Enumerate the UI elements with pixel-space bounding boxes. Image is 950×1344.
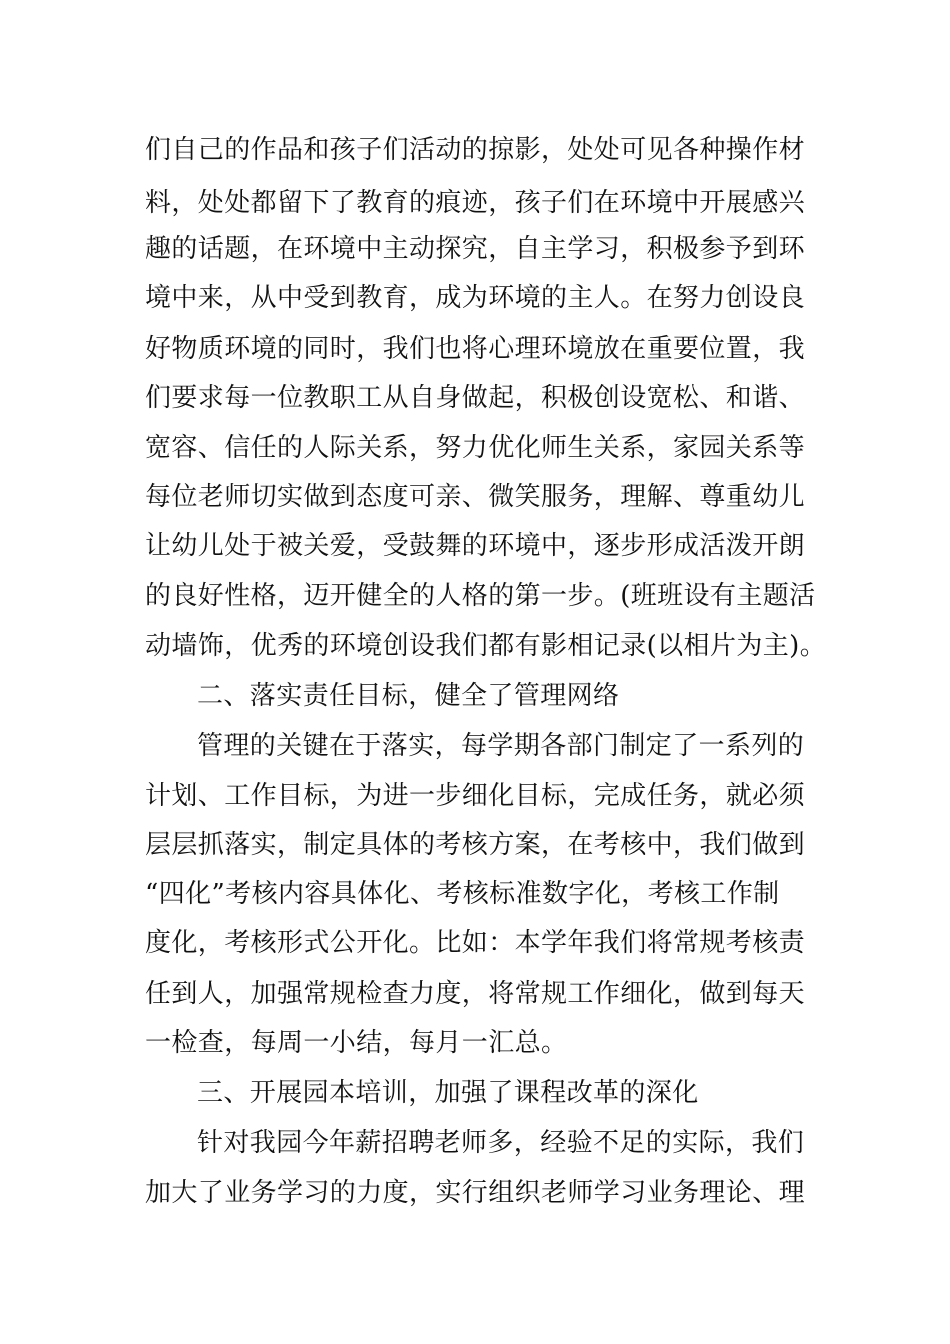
text-line-7: 宽容、信任的人际关系，努力优化师生关系，家园关系等: [145, 433, 806, 463]
text-line-8: 每位老师切实做到态度可亲、微笑服务，理解、尊重幼儿: [145, 482, 806, 512]
text-line-3: 趣的话题，在环境中主动探究，自主学习，积极参予到环: [145, 234, 806, 264]
text-line-15: 层层抓落实，制定具体的考核方案，在考核中，我们做到: [145, 830, 806, 860]
text-line-4: 境中来，从中受到教育，成为环境的主人。在努力创设良: [145, 283, 806, 313]
section-heading-2: 二、落实责任目标，健全了管理网络: [197, 681, 620, 711]
text-line-2: 料，处处都留下了教育的痕迹，孩子们在环境中开展感兴: [145, 188, 806, 218]
section-heading-3: 三、开展园本培训，加强了课程改革的深化: [197, 1078, 699, 1108]
text-line-9: 让幼儿处于被关爱，受鼓舞的环境中，逐步形成活泼开朗: [145, 531, 806, 561]
text-line-18: 任到人，加强常规检查力度，将常规工作细化，做到每天: [145, 979, 806, 1009]
text-line-21: 针对我园今年薪招聘老师多，经验不足的实际，我们: [197, 1128, 805, 1158]
text-line-19: 一检查，每周一小结，每月一汇总。: [145, 1028, 568, 1058]
text-line-6: 们要求每一位教职工从自身做起，积极创设宽松、和谐、: [145, 383, 806, 413]
text-line-14: 计划、工作目标，为进一步细化目标，完成任务，就必须: [145, 781, 806, 811]
text-line-16: “四化”考核内容具体化、考核标准数字化，考核工作制: [145, 879, 780, 909]
text-line-17: 度化，考核形式公开化。比如：本学年我们将常规考核责: [145, 928, 806, 958]
text-line-5: 好物质环境的同时，我们也将心理环境放在重要位置，我: [145, 334, 806, 364]
text-line-13: 管理的关键在于落实，每学期各部门制定了一系列的: [197, 731, 805, 761]
text-line-11: 动墙饰，优秀的环境创设我们都有影相记录(以相片为主)。: [145, 631, 827, 661]
text-line-1: 们自己的作品和孩子们活动的掠影，处处可见各种操作材: [145, 135, 806, 165]
text-line-22: 加大了业务学习的力度，实行组织老师学习业务理论、理: [145, 1178, 806, 1208]
text-line-10: 的良好性格，迈开健全的人格的第一步。(班班设有主题活: [145, 581, 816, 611]
